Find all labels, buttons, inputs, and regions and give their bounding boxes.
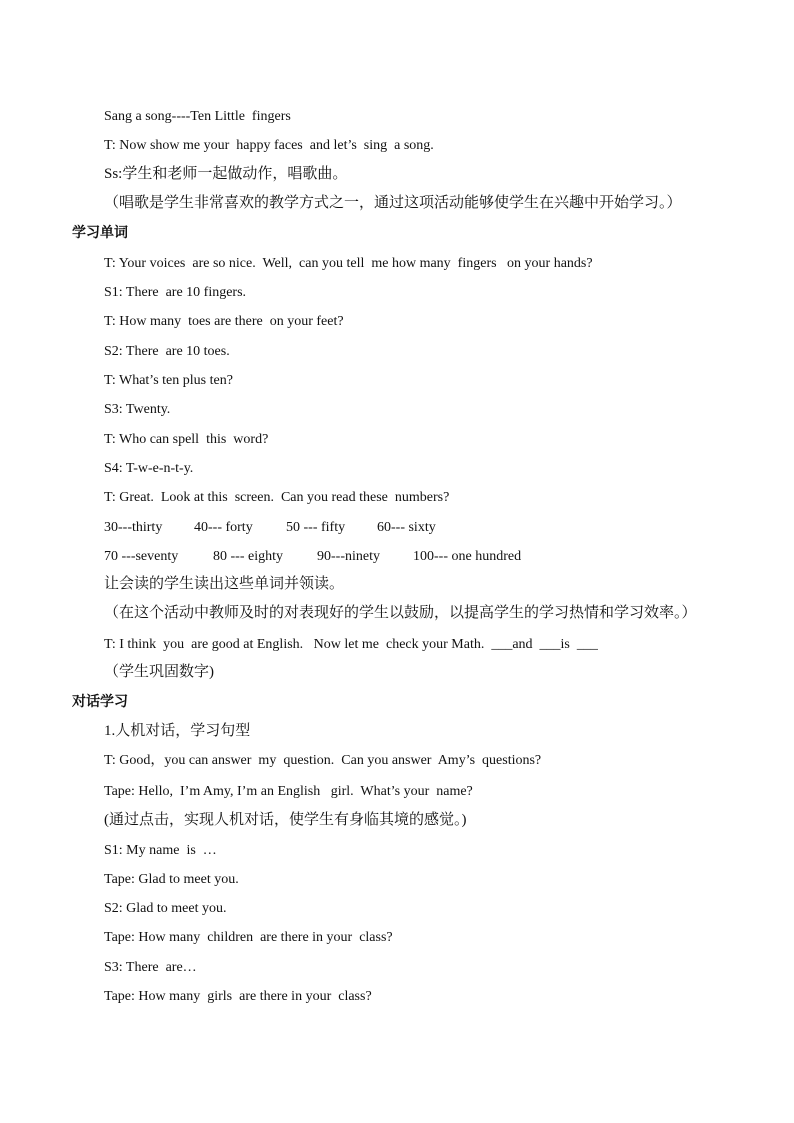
dialogue-line: S1: There are 10 fingers. [104, 285, 247, 300]
math-line: T: I think you are good at English. Now let me check your Math. ___and ___is ___ [104, 637, 598, 652]
dialogue-line: Tape: Glad to meet you. [104, 872, 239, 887]
number-word: 80 --- eighty [213, 549, 283, 564]
dialogue-heading: 对话学习 [72, 694, 128, 710]
dialogue-line: S4: T-w-e-n-t-y. [104, 461, 194, 476]
students-line: Ss:学生和老师一起做动作，唱歌曲。 [104, 166, 348, 182]
number-word: 70 ---seventy [104, 549, 179, 564]
number-word: 40--- forty [194, 520, 253, 535]
number-word: 100--- one hundred [413, 549, 522, 564]
number-word: 90---ninety [317, 549, 380, 564]
dialogue-line: T: Who can spell this word? [104, 432, 269, 447]
consolidate-note: （学生巩固数字) [104, 664, 214, 680]
number-word: 50 --- fifty [286, 520, 346, 535]
dialogue-line: S3: Twenty. [104, 402, 171, 417]
song-title: Sang a song----Ten Little fingers [104, 109, 291, 124]
number-word: 60--- sixty [377, 520, 436, 535]
dialogue-subheading: 1.人机对话，学习句型 [104, 723, 251, 739]
vocab-heading: 学习单词 [72, 225, 128, 241]
dialogue-line: T: What’s ten plus ten? [104, 373, 233, 388]
song-note: （唱歌是学生非常喜欢的教学方式之一，通过这项活动能够使学生在兴趣中开始学习。） [104, 195, 682, 211]
dialogue-line: Tape: How many girls are there in your class? [104, 989, 372, 1004]
cn-instruction: 让会读的学生读出这些单词并领读。 [104, 576, 345, 592]
number-word: 30---thirty [104, 520, 163, 535]
teacher-line: T: Now show me your happy faces and let’s sing a song. [104, 138, 434, 153]
dialogue-line: T: Your voices are so nice. Well, can you tell me how many fingers on your hands? [104, 256, 593, 271]
dialogue-line: Tape: Hello, I’m Amy, I’m an English girl. What’s your name? [104, 784, 473, 799]
dialogue-note: (通过点击，实现人机对话，使学生有身临其境的感觉。) [104, 812, 467, 828]
dialogue-line: S1: My name is … [104, 843, 217, 858]
vocab-note: （在这个活动中教师及时的对表现好的学生以鼓励，以提高学生的学习热情和学习效率。） [104, 605, 697, 621]
dialogue-line: S2: Glad to meet you. [104, 901, 227, 916]
dialogue-line: Tape: How many children are there in your class? [104, 930, 393, 945]
dialogue-line: T: How many toes are there on your feet? [104, 314, 344, 329]
dialogue-line: T: Good，you can answer my question. Can you answer Amy’s questions? [104, 753, 542, 768]
dialogue-line: S3: There are… [104, 960, 197, 975]
dialogue-line: S2: There are 10 toes. [104, 344, 230, 359]
dialogue-line: T: Great. Look at this screen. Can you read these numbers? [104, 490, 450, 505]
